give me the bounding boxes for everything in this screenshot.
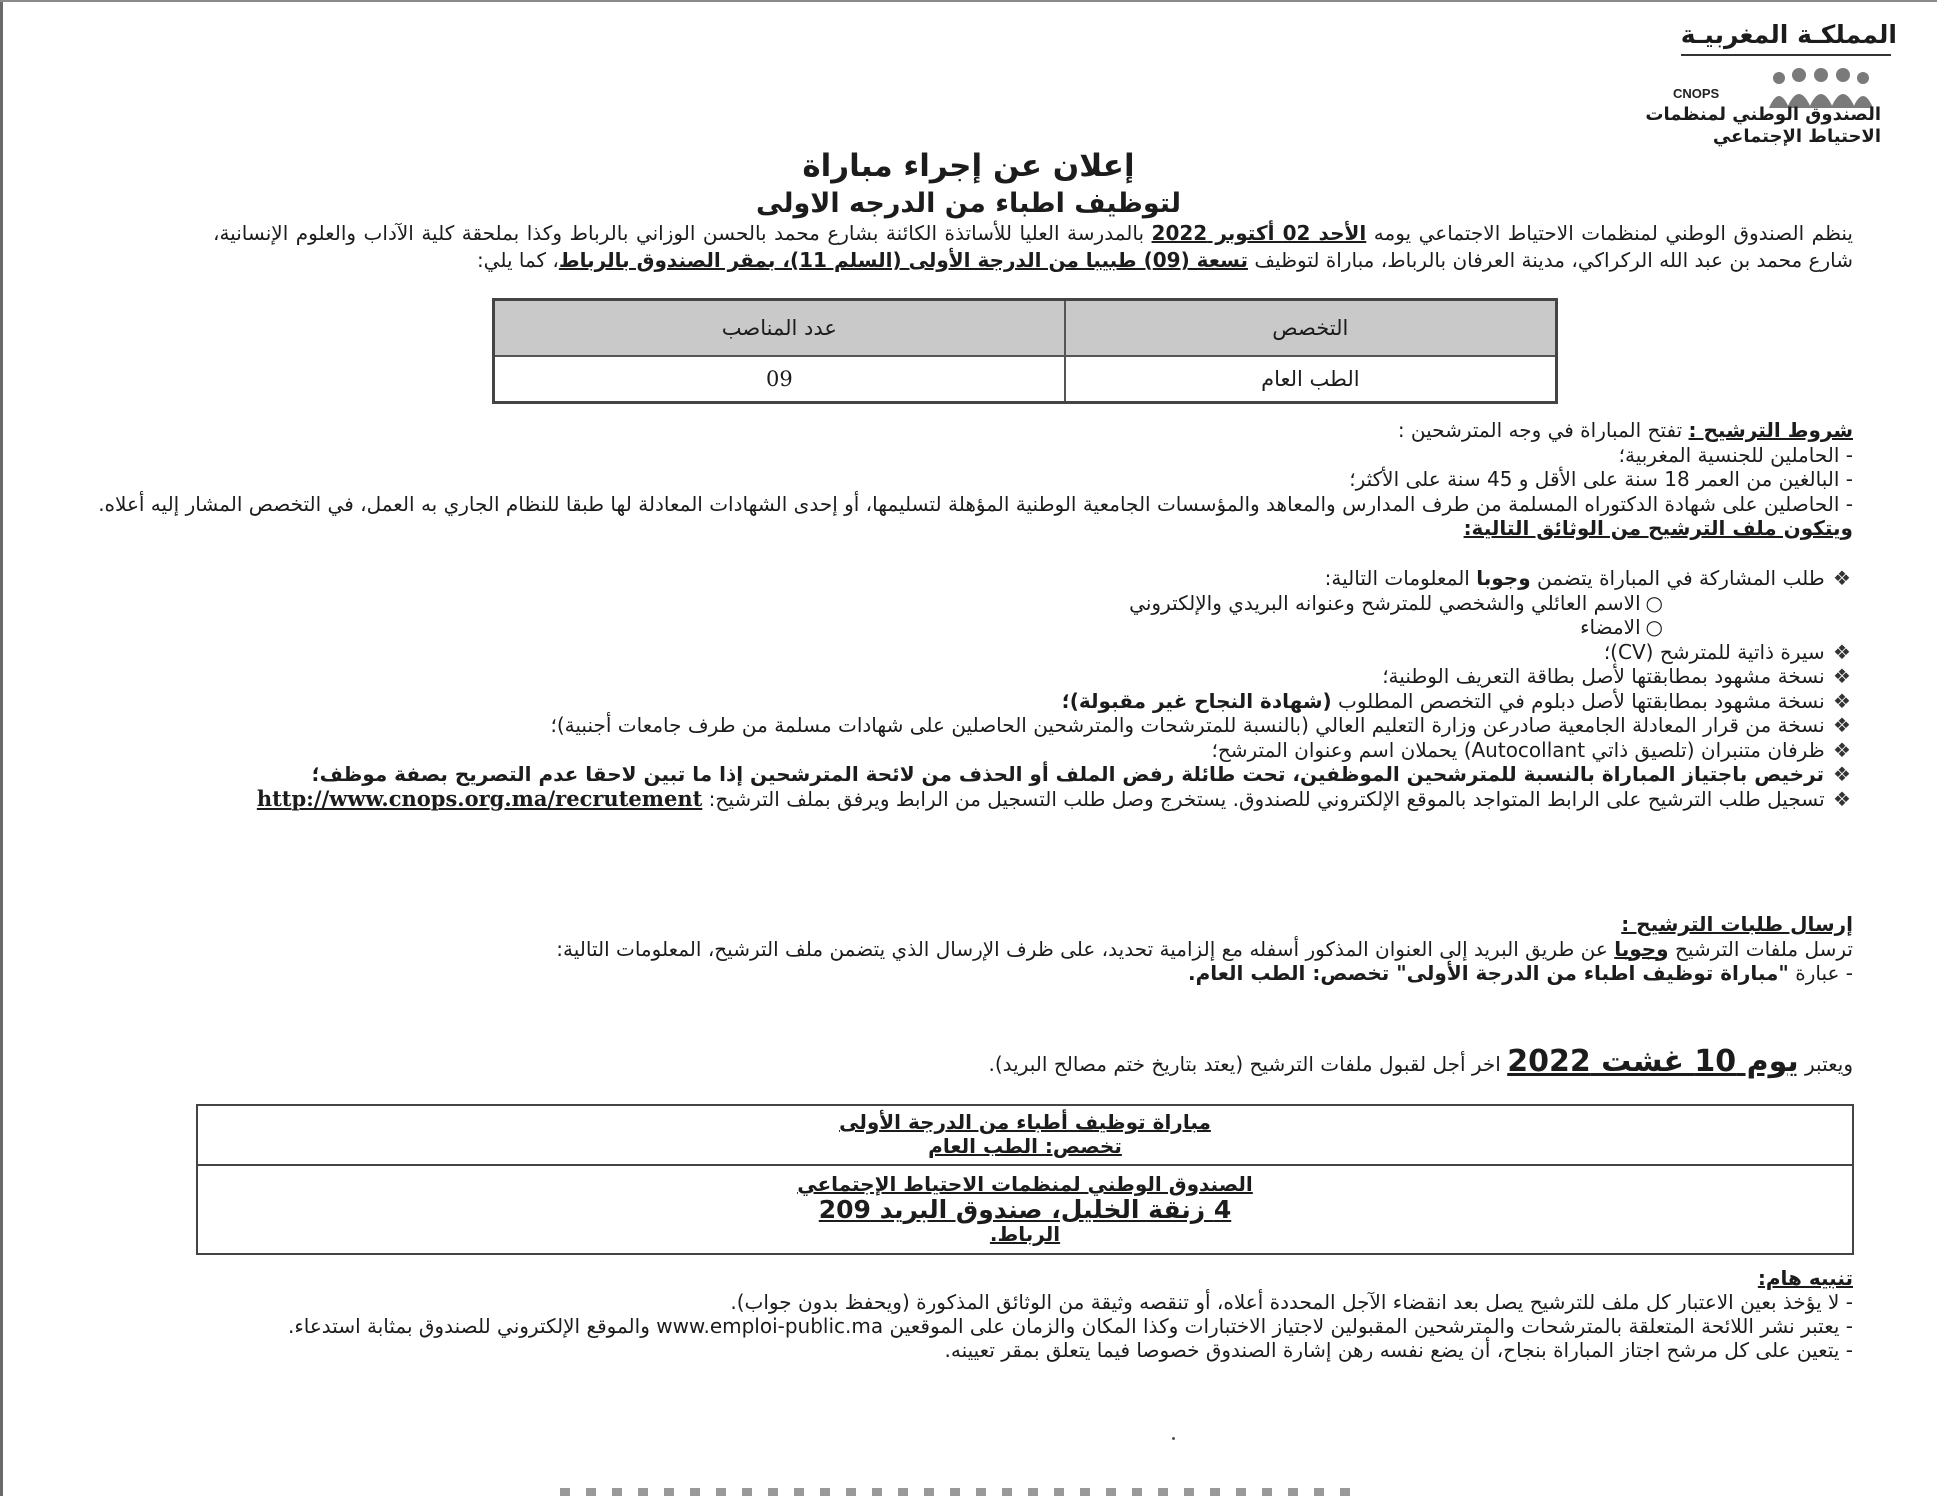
circle-bullet-icon: ○ — [1645, 615, 1663, 639]
logo-caption — [1645, 104, 1881, 148]
item-cv: سيرة ذاتية للمترشح (CV)؛ — [1603, 639, 1825, 664]
diamond-bullet-icon: ❖ — [1833, 566, 1851, 590]
address-street-line: 4 زنقة الخليل، صندوق البريد 209 — [818, 1195, 1232, 1224]
table-row — [494, 356, 1557, 403]
exam-date: الأحد 02 أكتوبر 2022 — [1151, 221, 1367, 245]
deadline-line — [93, 1044, 1853, 1082]
condition-item: - الحاملين للجنسية المغربية؛ — [1618, 442, 1853, 467]
condition-item: - الحاصلين على شهادة الدكتوراه المسلمة من طرف المدارس والمعاهد والمؤسسات الجامعية الوطنية المؤهلة لتسليمها، أو إحدى الشهادات المعادلة لها طبقا للنظام الجاري به العمل، في التخصص المشار إليه أعلاه. — [98, 491, 1853, 516]
notice-heading: تنبيه هام: — [1757, 1266, 1853, 1290]
conditions-heading: شروط الترشيح : — [1688, 418, 1853, 442]
sub-list-item — [93, 615, 1853, 640]
table-header-specialty: التخصص — [1065, 300, 1557, 357]
conditions-lead: تفتح المباراة في وجه المترشحين : — [1397, 418, 1683, 442]
intro-paragraph — [213, 220, 1853, 274]
sending-phrase-a: - عبارة — [1795, 961, 1853, 985]
address-specialty-line: تخصص: الطب العام — [928, 1134, 1122, 1158]
sending-text-b: وجوبا — [1614, 936, 1669, 961]
list-item — [93, 664, 1853, 689]
page-title: إعلان عن إجراء مباراة — [802, 148, 1135, 184]
intro-text-3: ، كما يلي: — [476, 248, 559, 272]
item-diploma: نسخة مشهود بمطابقتها لأصل دبلوم في التخصص المطلوب — [1338, 688, 1825, 713]
item-diploma-note: (شهادة النجاح غير مقبولة)؛ — [1061, 688, 1332, 713]
sub-item-name: الاسم العائلي والشخصي للمترشح وعنوانه البريدي والإلكتروني — [1129, 590, 1641, 615]
logo-caption-line1: الصندوق الوطني لمنظمات — [1645, 104, 1881, 125]
table-cell-specialty: الطب العام — [1065, 356, 1557, 403]
cut-off-line — [560, 1488, 1360, 1496]
page-subtitle: لتوظيف اطباء من الدرجه الاولى — [756, 188, 1181, 219]
sending-text-a: ترسل ملفات الترشيح — [1674, 936, 1853, 961]
positions-table — [492, 298, 1558, 404]
notice-item: - يعتبر نشر اللائحة المتعلقة بالمترشحات والمترشحين المقبولين لاجتياز الاختبارات وكذا المكان والزمان على الموقعين www.emploi-public.ma والموقع الإلكتروني للصندوق بمثابة استدعاء. — [288, 1314, 1853, 1338]
sending-phrase — [93, 961, 1853, 986]
list-item — [93, 640, 1853, 665]
documents-heading: ويتكون ملف الترشيح من الوثائق التالية: — [1463, 516, 1853, 540]
deadline-text-c: اخر أجل لقبول ملفات الترشيح (يعتد بتاريخ ختم مصالح البريد). — [988, 1052, 1501, 1076]
header-rule — [1681, 54, 1891, 56]
diamond-bullet-icon: ❖ — [1833, 713, 1851, 737]
table-cell-count: 09 — [494, 356, 1065, 403]
sending-paragraph — [93, 937, 1853, 962]
diamond-bullet-icon: ❖ — [1833, 762, 1851, 786]
list-item — [93, 762, 1853, 787]
diamond-bullet-icon: ❖ — [1833, 737, 1851, 762]
list-item — [93, 787, 1853, 812]
list-item — [93, 689, 1853, 714]
item-authorization: ترخيص باجتياز المباراة بالنسبة للمترشحين الموظفين، تحت طائلة رفض الملف أو الحذف من لائحة المترشحين إذا ما تبين لاحقا عدم التصريح بصفة موظف؛ — [311, 762, 1825, 786]
scan-dot — [1172, 1437, 1175, 1440]
request-text-b: وجوبا — [1476, 566, 1531, 590]
sending-phrase-b: "مباراة توظيف اطباء من الدرجة الأولى" تخصص: الطب العام. — [1187, 961, 1789, 985]
address-box-subject — [198, 1106, 1852, 1166]
condition-item: - البالغين من العمر 18 سنة على الأقل و 45 سنة على الأكثر؛ — [1349, 467, 1853, 491]
address-subject-line: مباراة توظيف أطباء من الدرجة الأولى — [839, 1110, 1211, 1134]
sending-heading: إرسال طلبات الترشيح : — [1621, 912, 1853, 936]
page-edge — [0, 0, 3, 1496]
sub-list-item — [93, 591, 1853, 616]
sending-text-c: عن طريق البريد إلى العنوان المذكور أسفله مع إلزامية تحديد، على ظرف الإرسال الذي يتضمن ملف الترشيح، المعلومات التالية: — [556, 936, 1608, 961]
diamond-bullet-icon: ❖ — [1833, 786, 1851, 811]
list-item — [93, 738, 1853, 763]
diamond-bullet-icon: ❖ — [1833, 688, 1851, 713]
address-box — [196, 1104, 1854, 1255]
item-id-card: نسخة مشهود بمطابقتها لأصل بطاقة التعريف الوطنية؛ — [1382, 664, 1825, 688]
sub-item-signature: الامضاء — [1580, 615, 1641, 639]
intro-text-2: بالمدرسة العليا للأساتذة الكائنة بشارع محمد بالحسن الوزاني بالرباط وكذا بملحقة كلية الآداب والعلوم الإنسانية، شارع محمد بن عبد الله الركراكي، مدينة العرفان بالرباط، مباراة لتوظيف — [213, 221, 1853, 272]
conditions-section — [93, 418, 1853, 541]
positions-count: تسعة (09) طبيبا من الدرجة الأولى (السلم 11)، بمقر الصندوق بالرباط — [558, 248, 1248, 272]
recruitment-link[interactable]: http://www.cnops.org.ma/recrutement — [256, 785, 703, 811]
table-header-row — [494, 300, 1557, 357]
circle-bullet-icon: ○ — [1645, 590, 1663, 615]
logo-abbr: CNOPS — [1673, 86, 1720, 101]
sending-section — [93, 912, 1853, 986]
request-text-a: طلب المشاركة في المباراة يتضمن — [1536, 566, 1825, 590]
notice-section — [153, 1266, 1853, 1362]
deadline-text-a: ويعتبر — [1805, 1052, 1853, 1076]
logo-caption-line2: الاحتياط الإجتماعي — [1712, 126, 1881, 147]
diamond-bullet-icon: ❖ — [1833, 639, 1851, 664]
list-item — [93, 566, 1853, 591]
request-text-c: المعلومات التالية: — [1324, 566, 1470, 590]
notice-item: - لا يؤخذ بعين الاعتبار كل ملف للترشيح يصل بعد انقضاء الآجل المحددة أعلاه، أو تنقصه وثيقة من الوثائق المذكورة (ويحفظ بدون جواب). — [730, 1290, 1853, 1314]
kingdom-title: المملكـة المغربيـة — [1680, 20, 1897, 49]
address-city-line: الرباط. — [989, 1222, 1061, 1246]
deadline-date: يوم 10 غشت 2022 — [1507, 1044, 1799, 1079]
list-item — [93, 713, 1853, 738]
item-equivalence: نسخة من قرار المعادلة الجامعية صادرعن وزارة التعليم العالي (بالنسبة للمترشحات والمترشحين الحاصلين على شهادات مسلمة من طرف جامعات أجنبية)؛ — [550, 713, 1825, 737]
address-recipient-line: الصندوق الوطني لمنظمات الاحتياط الإجتماعي — [797, 1172, 1253, 1196]
table-header-count: عدد المناصب — [494, 300, 1065, 357]
item-envelopes: ظرفان متنبران (تلصيق ذاتي Autocollant) يحملان اسم وعنوان المترشح؛ — [1211, 737, 1825, 762]
page-edge-top — [0, 0, 1937, 2]
notice-item: - يتعين على كل مرشح اجتاز المباراة بنجاح، أن يضع نفسه رهن إشارة الصندوق خصوصا فيما يتعلق بمقر تعيينه. — [944, 1338, 1853, 1362]
address-box-recipient — [198, 1166, 1852, 1253]
documents-section — [93, 566, 1853, 811]
intro-text-1: ينظم الصندوق الوطني لمنظمات الاحتياط الاجتماعي يومه — [1373, 221, 1853, 245]
diamond-bullet-icon: ❖ — [1833, 664, 1851, 688]
item-registration: تسجيل طلب الترشيح على الرابط المتواجد بالموقع الإلكتروني للصندوق. يستخرج وصل طلب التسجيل من الرابط ويرفق بملف الترشيح: — [708, 786, 1825, 811]
